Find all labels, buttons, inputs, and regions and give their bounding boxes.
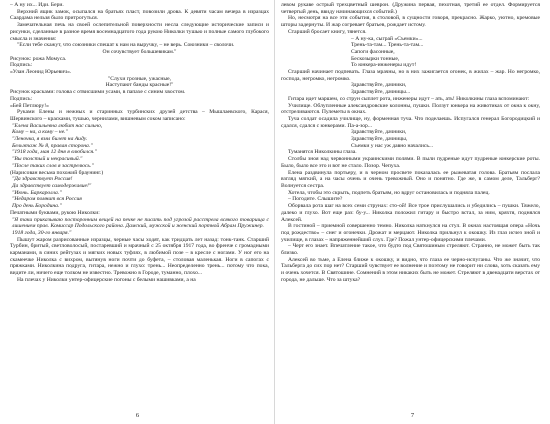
paragraph: Подпись: — [10, 95, 33, 102]
paragraph: Но, несмотря на все эти события, в столовой, в сущности говоря, прекрасно. Жарко, уютно, кремовые шторы задернуты. И жар согревает братьев, рождает истому. — [281, 15, 540, 29]
paragraph: Бельэтаж № 8, правая сторона." — [12, 142, 93, 149]
paragraph: Про день Бородина." — [12, 203, 62, 210]
paragraph: Рисунок: рожа Момуса. — [10, 55, 67, 62]
paragraph: – Погодите. Слышите? — [288, 196, 343, 203]
paragraph: – А ну их... Иди. Бери. — [10, 2, 64, 8]
paragraph: На плечах у Николки унтер-офицерские погоны с белыми нашивками, а на — [17, 276, 196, 283]
paragraph: "1918 года, мая 12 дня я влюбился." — [12, 149, 97, 156]
left-page-text — [10, 2, 269, 408]
paragraph: В гостиной – приемной совершенно темно. Николка наткнулся на стул. В окнах настоящая опера «Ночь под рождество» – снег и огонечки. Дрожат и мерцают. Николка прильнул к окошку. Из глаз исчез зной и училище, в глазах – напряженнейший слух. Где? Пожал унтер-офицерскими плечами. — [281, 223, 540, 243]
right-page-text — [281, 2, 540, 408]
paragraph: Столбы зноя над червонными украинскими полями. В пыли пудреные идут пудреные юнкерские роты. Было, было все это и вот не стало. Позор. Чепуха. — [281, 156, 540, 169]
paragraph: Здравствуйте, дачницы, — [351, 136, 408, 143]
paragraph: Кому – на, а кому – не." — [12, 129, 68, 136]
paragraph: Здравствуйте, дачники, — [351, 129, 407, 136]
paragraph: "Вы толстый и некрасивый." — [12, 156, 83, 163]
paragraph: 1918 года, 30-го января." — [12, 229, 72, 236]
paragraph: Гитара идет маршем, со струн сыплет рота, инженеры идут – ать, ать! Николкины глаза вспоминают: — [288, 95, 530, 102]
paragraph: Рисунок красками: голова с отвисшими усами, в папахе с синим хвостом. — [10, 89, 186, 96]
paragraph: "Недаром помнит вся Россия — [12, 196, 82, 203]
paragraph: Сапоги фасонные, — [351, 48, 395, 55]
paragraph: Печатными буквами, рукою Николки: — [10, 209, 100, 216]
paragraph: Бескозырки тонные, — [351, 55, 400, 62]
paragraph: Наступают банды красные!" — [105, 82, 174, 89]
paragraph: "Июнь. Баркаролла." — [12, 189, 62, 196]
paragraph: Старший начинает подпевать. Глаза мрачны, но в них зажигается огонек, в жилах – жар. Но негромко, господа, негромко, негромко. — [281, 69, 540, 82]
paragraph: Елена раздвинула портьеру, и в черном просвете показалась ее рыжеватая голова. Братьям послала взгляд мягкий, а на часы очень и очень тревожный. Оно и понятно. Где же, в самом деле, Тальберг? Волнуется сестра. — [281, 169, 540, 189]
paragraph: "После таких слов я застрелюсь." — [12, 162, 94, 169]
paragraph: "Если тебе скажут, что союзники спешат к нам на выручку, – не верь. Союзники – сволочи. — [17, 42, 235, 49]
paragraph: Да здравствует самодержавие!" — [12, 182, 92, 189]
paragraph: левом рукаве острый трехцветный шеврон. (Дружина первая, пехотная, третий ее отдел. Формируется четвертый день, ввиду начинающихся событий.) — [281, 2, 540, 15]
right-page — [275, 0, 550, 424]
left-page-number: 6 — [135, 412, 140, 419]
paragraph: "Я таки приказываю посторонним вещей на печке не писать под угрозой расстрела всякого товарища с лишением прав. Комиссар Подольского района. Дамский, мужской и женский портной Абрам Пружинер. — [12, 216, 269, 230]
paragraph: – Черт его знает. Впечатление такое, что будто под Святошиным стреляют. Странно, не может быть так близко. — [281, 243, 540, 257]
paragraph: Здравствуйте, дачницы... — [351, 89, 411, 96]
paragraph: Училище. Облупленные александровские колонны, пушки. Ползут юнкера на животиках от окна к окну, отстреливаются. Пулеметы в окнах. — [281, 102, 540, 116]
paragraph: «Бей Петлюру!» — [10, 102, 49, 109]
paragraph: Старший бросает книгу, тянется. — [288, 28, 367, 35]
paragraph: "Слухи грозные, ужасные, — [107, 75, 172, 82]
paragraph: Трень-та-там... Трень-та-там... — [351, 42, 424, 49]
right-page-number: 7 — [410, 412, 415, 419]
paragraph: Пышут жаром разрисованные изразцы, черные часы ходят, как тридцать лет назад: тонк-танк. Старший Турбин, бритый, светловолосый, постаревший и мрачный с 25 октября 1917 года, во френче с громадными карманами, в синих рейтузах и мягких новых туфлях, в любимой позе – в кресле с ногами. У ног его на скамеечке Николка с вихром, вытянув ноги почти до буфета, – столовая маленькая. Ноги в сапогах с пряжками. Николкина подруга, гитара, нежно и глухо: трень... Неопределенно трень... потому что пока, видите ли, ничего еще толком не известно. Тревожно в Городе, туманно, плохо... — [10, 236, 269, 277]
paragraph: «Улан Леонид Юрьевич». — [10, 69, 72, 76]
paragraph: Туча солдат осадила училище, ну, форменная туча. Что поделаешь. Испугался генерал Богородицкий и сдался, сдался с юнкерами. Па-а-зор... — [281, 115, 540, 129]
paragraph: Он сочувствует большевикам." — [102, 48, 177, 55]
paragraph: Туманятся Николкины глаза. — [288, 149, 357, 156]
paragraph: – А ну-ка, сыграй «Съемки»... — [351, 35, 423, 42]
paragraph: Верхний ящик замок, осыпался на братьях пласт, повозили дрова. К девяти часам вечера в изразцах Саардама нельзя было притрогуться. — [10, 8, 269, 22]
paragraph: "Леночка, я взял билет на Аиду. — [12, 136, 88, 143]
paragraph: Съемки у нас уж давно начались... — [351, 142, 434, 149]
paragraph: Руками Елены и нежных и старинных турбинских друзей детства – Мышлаевского, Карася, Шервинского – красками, тушью, чернилами, вишневым соком записано: — [10, 109, 269, 122]
paragraph: (Нарисован весьма похожий браунинг.) — [10, 169, 104, 176]
paragraph: "Елена Васильевна любит нас сильно, — [12, 122, 103, 129]
paragraph: Замечательная печь на своей ослепительной поверхности несла следующие исторические записи и рисунки, сделанные в разное время восемнадцатого года рукою Николки тушью и полные самого глубокого смысла и значения: — [10, 22, 269, 42]
paragraph: Подпись: — [10, 62, 33, 69]
paragraph: Хотела, чтобы это скрыть, подпеть братьям, но вдруг остановилась и подняла палец. — [288, 189, 490, 196]
paragraph: То юнкера-инженеры идут! — [351, 62, 417, 69]
paragraph: "Да здравствует Россия! — [12, 176, 73, 183]
paragraph: Здравствуйте, дачники, — [351, 82, 407, 89]
paragraph: Оборвала рота шаг на всех семи струнах: сто-ой! Все трое прислушались и убедились – пушки. Тяжело, далеко и глухо. Вот еще раз: бу-у... Николка положил гитару и быстро встал, за ним, кряхтя, поднялся Алексей. — [281, 203, 540, 223]
paragraph: Алексей во тьме, а Елена ближе к окошку, и видно, что глаза ее черно-испуганы. Что же значит, что Тальберга до сих пор нет? Старший чувствует ее волнение и поэтому не говорит ни слова, хоть сказать ему и очень хочется. В Святошине. Сомнений в этом никаких быть не может. Стреляют в двенадцати верстах от города, не дальше. Что за штука? — [281, 256, 540, 283]
